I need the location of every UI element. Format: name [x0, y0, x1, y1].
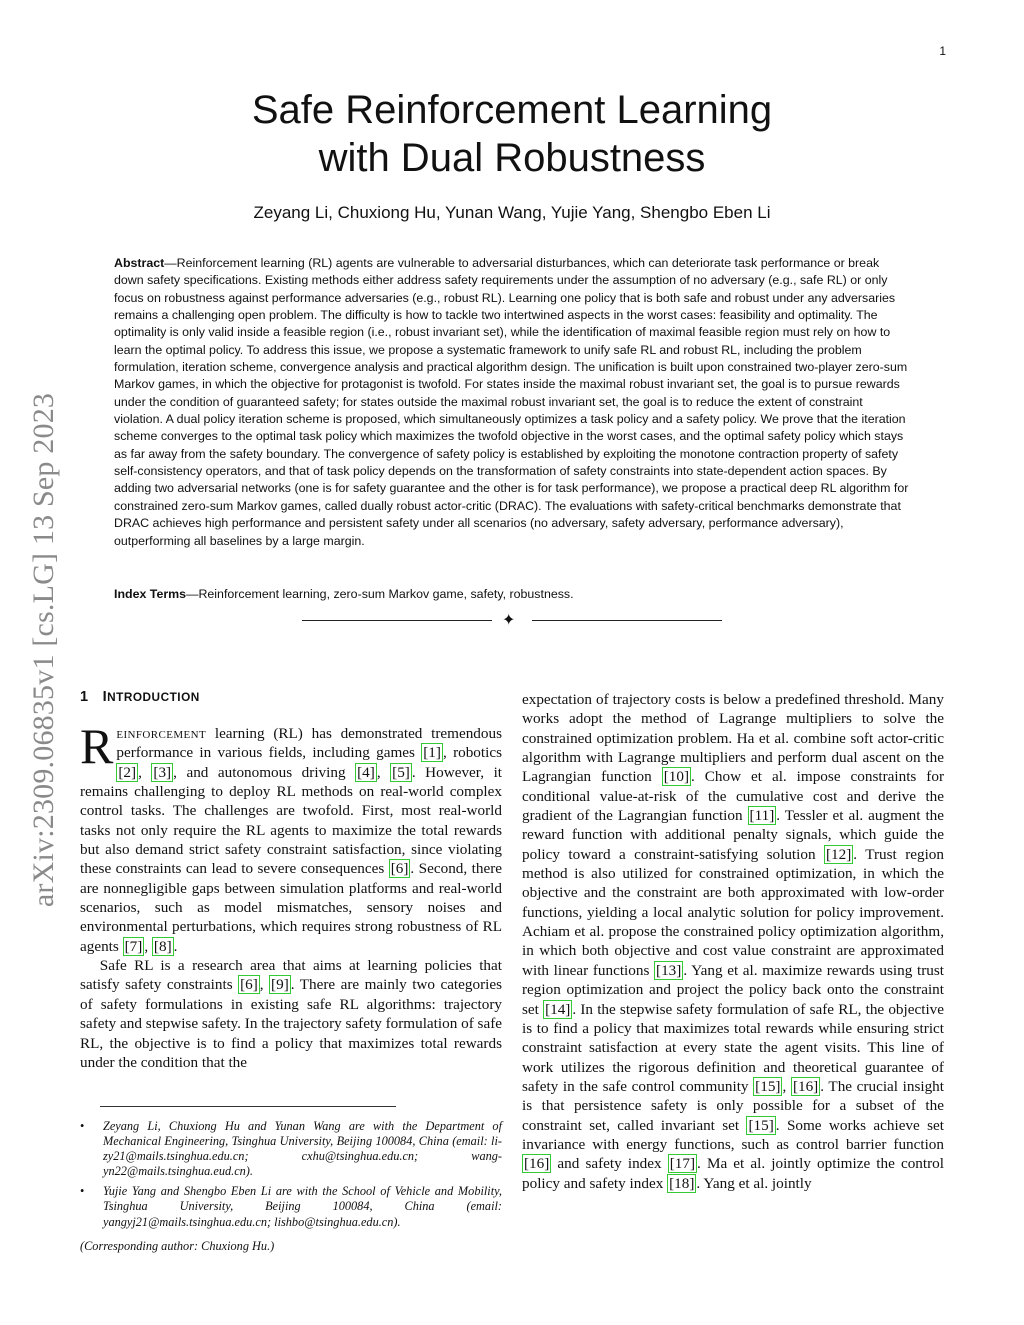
text-run: . However, it remains challenging to deploy RL methods on real-world complex control tasks. The challenges are twofold. First, most real-world tasks not only require the RL agents to maximize the total rewards but also demand strict safety constraint satisfaction, since violating these constraints can lead to severe consequences	[80, 763, 503, 878]
citation-link[interactable]: [7]	[124, 937, 143, 955]
section-heading	[80, 689, 200, 705]
left-column	[80, 718, 503, 1072]
text-run: ,	[376, 763, 391, 781]
title-line-2: with Dual Robustness	[318, 136, 706, 180]
section-title-rest: NTRODUCTION	[107, 690, 200, 704]
page-number: 1	[939, 44, 946, 58]
section-title-initial: I	[102, 689, 108, 705]
footnote-text: Yujie Yang and Shengbo Eben Li are with the School of Vehicle and Mobility, Tsinghua University, Beijing 100084, China (email: yangyj21@mails.tsinghua.edu.cn; lishbo@tsinghua.edu.cn).	[103, 1184, 502, 1229]
citation-link[interactable]: [2]	[118, 763, 137, 781]
text-run: Safe RL is a research area that aims at learning policies that satisfy safety constraints	[80, 957, 502, 994]
separator-rule-right	[532, 620, 722, 621]
index-terms-text: —Reinforcement learning, zero-sum Markov game, safety, robustness.	[186, 587, 574, 601]
citation-link[interactable]: [1]	[423, 744, 441, 762]
citation-link[interactable]: [9]	[271, 976, 289, 994]
paper-title	[0, 86, 1024, 182]
index-terms-label: Index Terms	[114, 587, 187, 601]
separator-diamond-icon: ✦	[502, 612, 516, 629]
citation-link[interactable]: [5]	[392, 763, 410, 781]
text-run: . Chow et al. impose constraints for conditional value-at-risk of the cumulative cost and derive the gradient of the Lagrangian function	[522, 768, 944, 825]
citation-link[interactable]: [4]	[357, 763, 375, 781]
footnotes	[80, 1119, 502, 1254]
text-run: . Ma et al. jointly optimize the control policy and safety index	[522, 1155, 944, 1192]
separator-rule-left	[302, 620, 492, 621]
citation-link[interactable]: [14]	[545, 1000, 571, 1018]
text-run: . Second, there are nonnegligible gaps between simulation platforms and real-world scenarios, such as model mismatches, sensory noises and environmental perturbations, which requires strong robustness of RL agents	[80, 860, 503, 955]
footnote-text: Zeyang Li, Chuxiong Hu and Yunan Wang are with the Department of Mechanical Engineering, Tsinghua University, Beijing 100084, China (email: li-zy21@mails.tsinghua.edu.cn; cxhu@tsinghua.edu.cn; wang-yn22@mails.tsinghua.eud.cn).	[103, 1119, 502, 1179]
title-line-1: Safe Reinforcement Learning	[251, 88, 773, 132]
citation-link[interactable]: [6]	[240, 976, 258, 994]
abstract	[114, 255, 910, 550]
citation-link[interactable]: [11]	[749, 807, 775, 825]
abstract-separator	[300, 612, 724, 630]
citation-link[interactable]: [10]	[663, 768, 690, 786]
text-run: ,	[144, 937, 152, 955]
text-run: .	[173, 937, 178, 955]
text-run: expectation of trajectory costs is below a predefined threshold. Many works adopt the method of Lagrange multipliers to solve the constrained optimization problem. Ha et al. combine soft actor-critic algorithm with Lagrange multipliers and perform dual ascent on the Lagrangian function	[522, 691, 944, 786]
text-run: , robotics	[442, 744, 502, 762]
footnote-affiliation-2	[80, 1184, 502, 1229]
citation-link[interactable]: [15]	[755, 1077, 781, 1095]
footnote-divider	[100, 1106, 396, 1107]
text-run: ,	[782, 1077, 791, 1095]
bullet-icon: •	[80, 1184, 85, 1199]
text-run: ,	[259, 976, 270, 994]
citation-link[interactable]: [13]	[656, 961, 682, 979]
citation-link[interactable]: [8]	[153, 937, 172, 955]
right-column	[522, 690, 944, 1193]
text-run: . Yang et al. maximize rewards using trust region optimization and project the policy back onto the constraint set	[522, 961, 944, 1018]
abstract-label: Abstract	[114, 256, 165, 270]
text-run: . The crucial insight is that persistence safety is only possible for a subset of the constraint set, called invariant set	[522, 1077, 944, 1134]
citation-link[interactable]: [15]	[748, 1116, 774, 1134]
intro-smallcaps: einforcement	[116, 725, 207, 742]
text-run: learning (RL) has demonstrated tremendous performance in various fields, including games	[116, 725, 502, 762]
intro-paragraph-1	[80, 718, 503, 956]
text-run: . Trust region method is also utilized for constrained optimization, in which the objective and the constraint are both approximated with low-order functions, yielding a local analytic solution for policy improvement. Achiam et al. propose the constrained policy optimization algorithm, in which both objective and cost value constraint are approximated with linear functions	[522, 845, 944, 979]
citation-link[interactable]: [12]	[825, 845, 852, 863]
bullet-icon: •	[80, 1119, 85, 1133]
text-run: and safety index	[551, 1155, 668, 1173]
corresponding-author-note: (Corresponding author: Chuxiong Hu.)	[80, 1238, 275, 1253]
arxiv-identifier	[14, 350, 74, 950]
citation-link[interactable]: [16]	[524, 1155, 550, 1173]
arxiv-identifier-text: arXiv:2309.06835v1 [cs.LG] 13 Sep 2023	[27, 392, 61, 908]
text-run: . Tessler et al. augment the reward function with additional penalty signals, which guide the policy toward a constraint-satisfying solution	[522, 807, 944, 863]
intro-paragraph-2	[80, 956, 502, 1072]
abstract-text: —Reinforcement learning (RL) agents are vulnerable to adversarial disturbances, which can deteriorate task performance or break down safety specifications. Existing methods either address safety requirements under the assumption of no adversary (e.g., safe RL) or only focus on robustness against performance adversaries (e.g., robust RL). Learning one policy that is both safe and robust under any adversaries remains a challenging open problem. The difficulty is how to tackle two intertwined aspects in the worst cases: feasibility and optimality. The optimality is only valid inside a feasible region (i.e., robust invariant set), while the identification of maximal feasible region must rely on how to learn the optimal policy. To address this issue, we propose a systematic framework to unify safe RL and robust RL, including the problem formulation, iteration scheme, convergence analysis and practical algorithm design. The unification is built upon constrained two-player zero-sum Markov games, in which the objective for protagonist is twofold. For states inside the maximal robust invariant set, the goal is to pursue rewards under the condition of guaranteed safety; for states outside the maximal robust invariant set, the goal is to reduce the extent of constraint violation. A dual policy iteration scheme is proposed, which simultaneously optimizes a task policy and a safety policy. We prove that the iteration scheme converges to the optimal task policy which maximizes the twofold objective in the worst cases, and the optimal safety policy which stays as far away from the safety boundary. The convergence of safety policy is established by exploiting the monotone contraction property of safety self-consistency operators, and that of task policy depends on the transformation of safety constraints into state-dependent action spaces. By adding two adversarial networks (one is for safety guarantee and the other is for task performance), we propose a practical deep RL algorithm for constrained zero-sum Markov games, called dually robust actor-critic (DRAC). The evaluations with safety-critical benchmarks demonstrate that DRAC achieves high performance and persistent safety under all scenarios (no adversary, safety adversary, performance adversary), outperforming all baselines by a large margin.	[114, 256, 909, 548]
drop-cap: R	[80, 718, 114, 774]
footnote-affiliation-1	[80, 1119, 502, 1179]
text-run: . In the stepwise safety formulation of safe RL, the objective is to find a policy that maximizes total rewards while ensuring strict constraint satisfaction at every state the agent visits. This line of work utilizes the rigorous definition and theoretical guarantee of safety in the safe control community	[522, 1000, 945, 1095]
citation-link[interactable]: [3]	[153, 763, 172, 781]
index-terms	[114, 586, 910, 603]
section-number: 1	[80, 689, 89, 705]
citation-link[interactable]: [6]	[390, 860, 409, 878]
citation-link[interactable]: [18]	[669, 1174, 695, 1192]
author-list: Zeyang Li, Chuxiong Hu, Yunan Wang, Yujie Yang, Shengbo Eben Li	[253, 203, 771, 222]
text-run: ,	[138, 763, 152, 781]
citation-link[interactable]: [17]	[669, 1155, 696, 1173]
text-run: . Yang et al. jointly	[696, 1174, 812, 1192]
citation-link[interactable]: [16]	[792, 1077, 819, 1095]
intro-paragraph-continued	[522, 690, 944, 1193]
text-run: . There are mainly two categories of safety formulations in existing safe RL algorithms: trajectory safety and stepwise safety. In the trajectory safety formulation of safe RL, the objective is to find a policy that maximizes total rewards under the condition that the	[80, 976, 503, 1071]
text-run: , and autonomous driving	[173, 763, 356, 781]
text-run: . Some works achieve set invariance with energy functions, such as control barrier function	[522, 1116, 944, 1153]
